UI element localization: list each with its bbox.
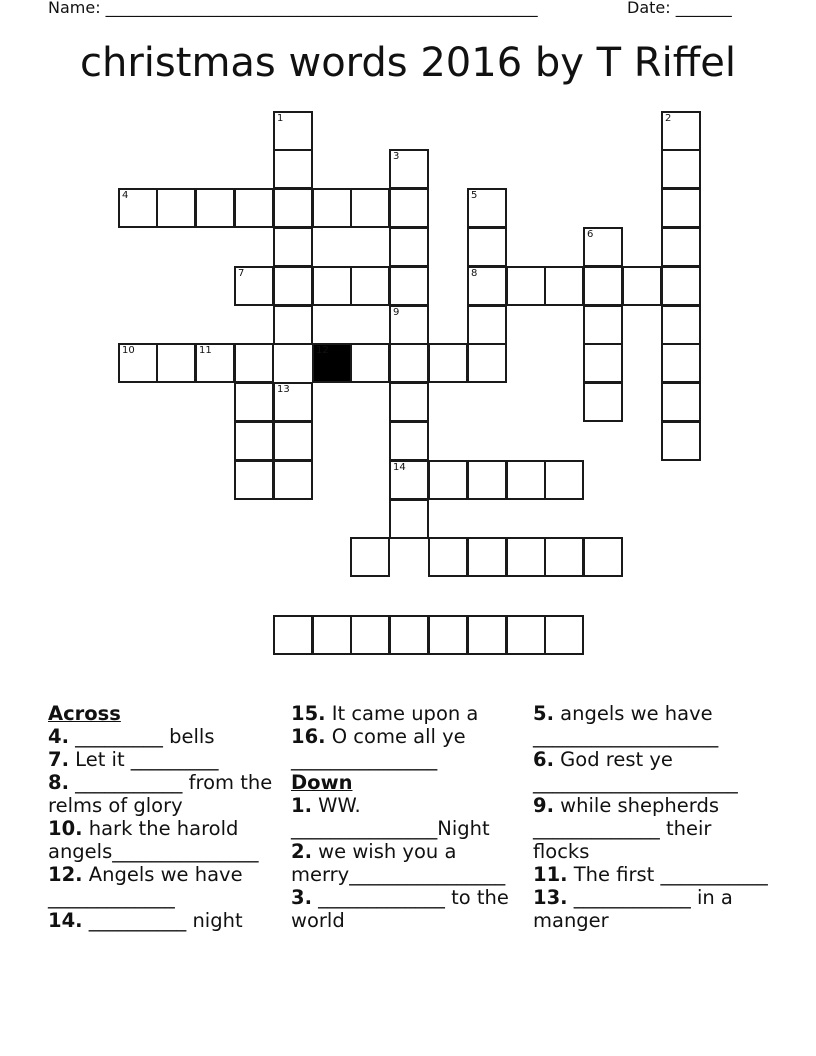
- crossword-cell[interactable]: [118, 343, 158, 383]
- clue-text: hark the harold angels_______________: [48, 817, 259, 863]
- crossword-cell[interactable]: [428, 615, 468, 655]
- clue-number: 2.: [291, 840, 312, 863]
- crossword-cell[interactable]: [506, 615, 546, 655]
- crossword-cell[interactable]: [583, 266, 623, 306]
- clue-text: WW. _______________Night: [291, 794, 490, 840]
- clue-number: 12.: [48, 863, 83, 886]
- crossword-cell[interactable]: [661, 149, 701, 189]
- clue-text: ____________ in a manger: [533, 886, 733, 932]
- clue-number: 14.: [48, 909, 83, 932]
- crossword-cell[interactable]: [273, 111, 313, 151]
- clue-down-5: [533, 702, 769, 748]
- clue-number-label: 13: [277, 384, 290, 395]
- crossword-cell[interactable]: [273, 305, 313, 345]
- clue-across-14: [48, 909, 284, 932]
- clue-text: God rest ye _____________________: [533, 748, 738, 794]
- crossword-cell[interactable]: [661, 111, 701, 151]
- crossword-cell[interactable]: [234, 460, 274, 500]
- crossword-cell[interactable]: [389, 382, 429, 422]
- clue-number-label: 5: [471, 190, 478, 201]
- clue-number: 7.: [48, 748, 69, 771]
- crossword-cell[interactable]: [661, 305, 701, 345]
- crossword-cell[interactable]: [467, 227, 507, 267]
- crossword-cell[interactable]: [234, 188, 274, 228]
- crossword-cell[interactable]: [350, 343, 390, 383]
- clue-across-12: [48, 863, 284, 909]
- crossword-cell[interactable]: [467, 266, 507, 306]
- crossword-cell[interactable]: [661, 266, 701, 306]
- clue-across-16: [291, 725, 527, 771]
- crossword-cell[interactable]: [583, 537, 623, 577]
- clue-text: _________ bells: [68, 725, 215, 748]
- crossword-cell[interactable]: [467, 188, 507, 228]
- clue-down-9: [533, 794, 769, 863]
- crossword-cell[interactable]: [156, 343, 196, 383]
- clue-number-label: 14: [393, 462, 406, 473]
- crossword-cell[interactable]: [350, 615, 390, 655]
- clue-number-label: 6: [587, 229, 594, 240]
- clue-number-label: 3: [393, 151, 400, 162]
- clue-text: O come all ye _______________: [291, 725, 466, 771]
- crossword-cell[interactable]: [234, 421, 274, 461]
- clue-number-label: 7: [238, 268, 245, 279]
- crossword-cell[interactable]: [428, 460, 468, 500]
- crossword-cell[interactable]: [467, 460, 507, 500]
- clue-text: angels we have ___________________: [533, 702, 719, 748]
- crossword-cell[interactable]: [544, 537, 584, 577]
- crossword-cell[interactable]: [467, 343, 507, 383]
- across-heading: Across: [48, 702, 121, 725]
- crossword-cell[interactable]: [506, 460, 546, 500]
- crossword-cell[interactable]: [350, 537, 390, 577]
- crossword-cell[interactable]: [273, 421, 313, 461]
- clue-down-13: [533, 886, 769, 932]
- clue-number-label: 9: [393, 307, 400, 318]
- crossword-cell[interactable]: [273, 266, 313, 306]
- crossword-cell[interactable]: [389, 227, 429, 267]
- crossword-cell[interactable]: [506, 266, 546, 306]
- crossword-cell[interactable]: [622, 266, 662, 306]
- crossword-cell[interactable]: [273, 460, 313, 500]
- clue-text: __________ night: [82, 909, 243, 932]
- crossword-cell[interactable]: [389, 188, 429, 228]
- clue-number-label: 4: [122, 190, 129, 201]
- crossword-cell[interactable]: [273, 188, 313, 228]
- clue-across-8: [48, 771, 284, 817]
- crossword-black-cell: [312, 343, 352, 383]
- crossword-cell[interactable]: [544, 460, 584, 500]
- crossword-cell[interactable]: [234, 343, 274, 383]
- puzzle-title: christmas words 2016 by T Riffel: [80, 40, 736, 86]
- clue-number: 3.: [291, 886, 312, 909]
- crossword-cell[interactable]: [583, 305, 623, 345]
- clue-number: 11.: [533, 863, 568, 886]
- crossword-cell[interactable]: [156, 188, 196, 228]
- crossword-cell[interactable]: [273, 382, 313, 422]
- crossword-cell[interactable]: [389, 460, 429, 500]
- crossword-cell[interactable]: [389, 305, 429, 345]
- crossword-cell[interactable]: [467, 537, 507, 577]
- clue-text: _____________ to the world: [291, 886, 509, 932]
- crossword-cell[interactable]: [312, 188, 352, 228]
- clue-number: 9.: [533, 794, 554, 817]
- clue-number: 8.: [48, 771, 69, 794]
- crossword-cell[interactable]: [312, 615, 352, 655]
- clue-across-7: [48, 748, 284, 771]
- crossword-cell[interactable]: [234, 266, 274, 306]
- clue-number-label: 1: [277, 113, 284, 124]
- crossword-cell[interactable]: [273, 615, 313, 655]
- crossword-cell[interactable]: [544, 615, 584, 655]
- clue-across-10: [48, 817, 284, 863]
- crossword-cell[interactable]: [661, 421, 701, 461]
- clue-down-3: [291, 886, 527, 932]
- down-heading: Down: [291, 771, 353, 794]
- crossword-cell[interactable]: [273, 149, 313, 189]
- clue-text: ___________ from the relms of glory: [48, 771, 273, 817]
- clue-text: Let it _________: [68, 748, 219, 771]
- crossword-cell[interactable]: [428, 343, 468, 383]
- clue-text: while shepherds _____________ their flocks: [533, 794, 719, 863]
- crossword-cell[interactable]: [506, 537, 546, 577]
- clue-number: 6.: [533, 748, 554, 771]
- crossword-cell[interactable]: [350, 188, 390, 228]
- clue-column-3: [533, 702, 769, 932]
- clue-text: we wish you a merry________________: [291, 840, 506, 886]
- clue-number: 5.: [533, 702, 554, 725]
- crossword-cell[interactable]: [661, 382, 701, 422]
- clue-number: 15.: [291, 702, 326, 725]
- crossword-cell[interactable]: [544, 266, 584, 306]
- clue-number: 4.: [48, 725, 69, 748]
- crossword-cell[interactable]: [195, 188, 235, 228]
- crossword-cell[interactable]: [350, 266, 390, 306]
- clue-number: 16.: [291, 725, 326, 748]
- clue-across-15: [291, 702, 527, 725]
- clue-column-2: [291, 702, 527, 932]
- crossword-cell[interactable]: [583, 382, 623, 422]
- crossword-cell[interactable]: [273, 227, 313, 267]
- clue-number-label: 2: [665, 113, 672, 124]
- clue-text: The first ___________: [567, 863, 768, 886]
- date-field-label: Date: _______: [627, 0, 732, 17]
- crossword-cell[interactable]: [467, 615, 507, 655]
- clue-down-1: [291, 794, 527, 840]
- clue-number-label: 12: [316, 345, 329, 356]
- clue-number-label: 8: [471, 268, 478, 279]
- crossword-cell[interactable]: [118, 188, 158, 228]
- crossword-cell[interactable]: [234, 382, 274, 422]
- crossword-cell[interactable]: [661, 343, 701, 383]
- clue-number: 10.: [48, 817, 83, 840]
- clue-number-label: 11: [199, 345, 212, 356]
- crossword-cell[interactable]: [312, 266, 352, 306]
- crossword-cell[interactable]: [195, 343, 235, 383]
- clue-text: Angels we have _____________: [48, 863, 243, 909]
- clue-number-label: 10: [122, 345, 135, 356]
- clue-down-11: [533, 863, 769, 886]
- clue-down-2: [291, 840, 527, 886]
- clue-text: It came upon a: [325, 702, 479, 725]
- clue-column-1: [48, 702, 284, 932]
- crossword-cell[interactable]: [389, 343, 429, 383]
- crossword-cell[interactable]: [467, 305, 507, 345]
- crossword-cell[interactable]: [389, 266, 429, 306]
- crossword-cell[interactable]: [389, 421, 429, 461]
- crossword-cell[interactable]: [661, 188, 701, 228]
- clue-across-4: [48, 725, 284, 748]
- clue-number: 1.: [291, 794, 312, 817]
- name-field-label: Name: ______________________________________________________: [48, 0, 538, 17]
- crossword-cell[interactable]: [389, 615, 429, 655]
- crossword-cell[interactable]: [583, 227, 623, 267]
- crossword-cell[interactable]: [583, 343, 623, 383]
- crossword-cell[interactable]: [389, 149, 429, 189]
- crossword-cell[interactable]: [389, 499, 429, 539]
- clue-number: 13.: [533, 886, 568, 909]
- crossword-cell[interactable]: [428, 537, 468, 577]
- clue-down-6: [533, 748, 769, 794]
- crossword-cell[interactable]: [661, 227, 701, 267]
